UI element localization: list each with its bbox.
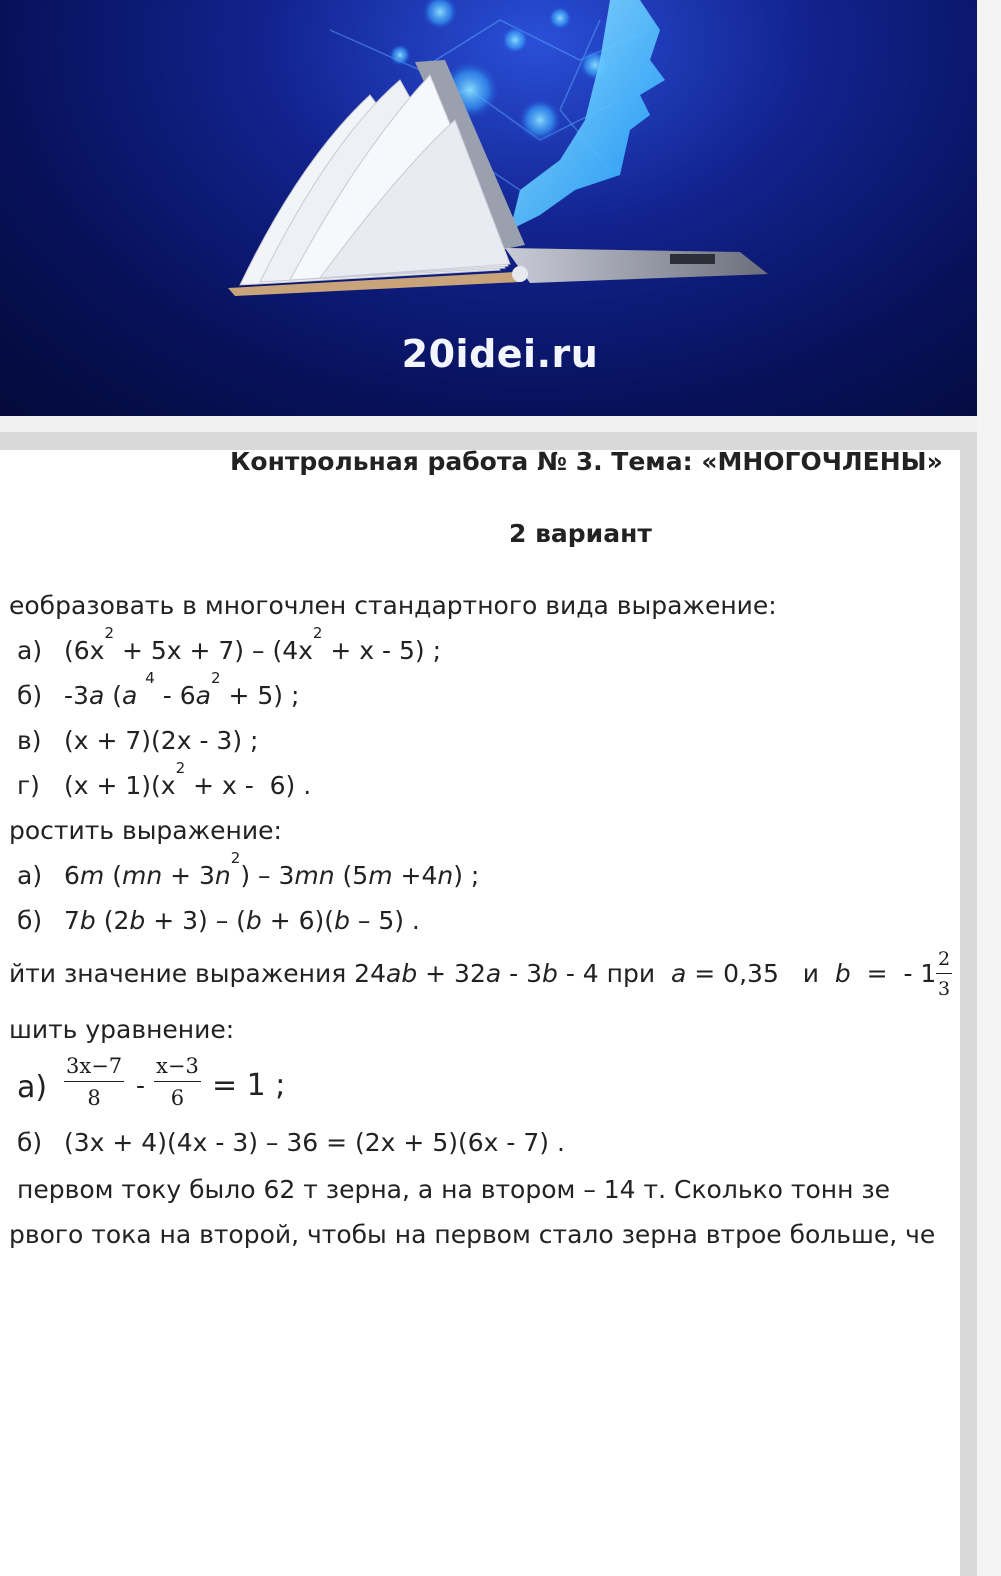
task4-fraction-2 xyxy=(154,1054,201,1110)
right-margin xyxy=(977,0,1001,1576)
task4-a-rest: = 1 ; xyxy=(212,1068,286,1103)
document-page xyxy=(0,450,960,1576)
task4-minus: - xyxy=(136,1071,146,1100)
task3-text: йти значение выражения 24ab + 32a - 3b - 4 при a = 0,35 и b = - 1 xyxy=(9,959,937,988)
fraction-numerator: x−3 xyxy=(154,1054,201,1082)
site-label: 20idei.ru xyxy=(401,332,599,376)
task1-c-label: в) xyxy=(17,726,42,755)
task2-b-label: б) xyxy=(17,906,43,935)
fraction-denominator: 3 xyxy=(938,978,951,1000)
fraction-denominator: 6 xyxy=(170,1086,185,1110)
task2-b-expr: 7b (2b + 3) – (b + 6)(b – 5) . xyxy=(64,906,420,935)
task3-fraction xyxy=(936,948,952,1000)
task1-intro: еобразовать в многочлен стандартного вида выражение: xyxy=(9,591,777,620)
task4-b-label: б) xyxy=(17,1128,43,1157)
fraction-numerator: 3x−7 xyxy=(64,1054,124,1082)
task1-d-expr: $(x + 1)(x^2 + x - 6)$ . xyxy=(64,759,312,800)
task2-intro: ростить выражение: xyxy=(9,816,282,845)
task5-line2: рвого тока на второй, чтобы на первом стало зерна втрое больше, че xyxy=(9,1220,936,1249)
task4-a-label: а) xyxy=(17,1070,48,1105)
task4-fraction-1 xyxy=(64,1054,124,1110)
task1-a-label: а) xyxy=(17,636,43,665)
task4-b-expr: (3x + 4)(4x - 3) – 36 = (2x + 5)(6x - 7) . xyxy=(64,1128,565,1157)
variant-heading: 2 вариант xyxy=(509,519,652,548)
task1-d-label: г) xyxy=(17,771,40,800)
task5-line1: первом току было 62 т зерна, а на втором – 14 т. Сколько тонн зе xyxy=(17,1175,891,1204)
task1-b-label: б) xyxy=(17,681,43,710)
task2-a-label: а) xyxy=(17,861,43,890)
task1-b-expr: -3a (a $^4 - 6a^2 + 5$) ; xyxy=(64,669,300,710)
banner-image xyxy=(0,0,977,416)
task1-a-expr: $(6x^2 + 5x + 7) - (4x^2 + x - 5)$ ; xyxy=(64,624,442,665)
task2-a-expr: 6m $(mn + 3n^2) - 3mn$ (5m +4n) ; xyxy=(64,849,480,890)
task4-intro: шить уравнение: xyxy=(9,1015,235,1044)
document-title: Контрольная работа № 3. Тема: «МНОГОЧЛЕНЫ» xyxy=(230,450,943,476)
task1-c-expr: (x + 7)(2x - 3) ; xyxy=(64,726,259,755)
fraction-denominator: 8 xyxy=(87,1086,101,1110)
fraction-numerator: 2 xyxy=(936,948,952,974)
